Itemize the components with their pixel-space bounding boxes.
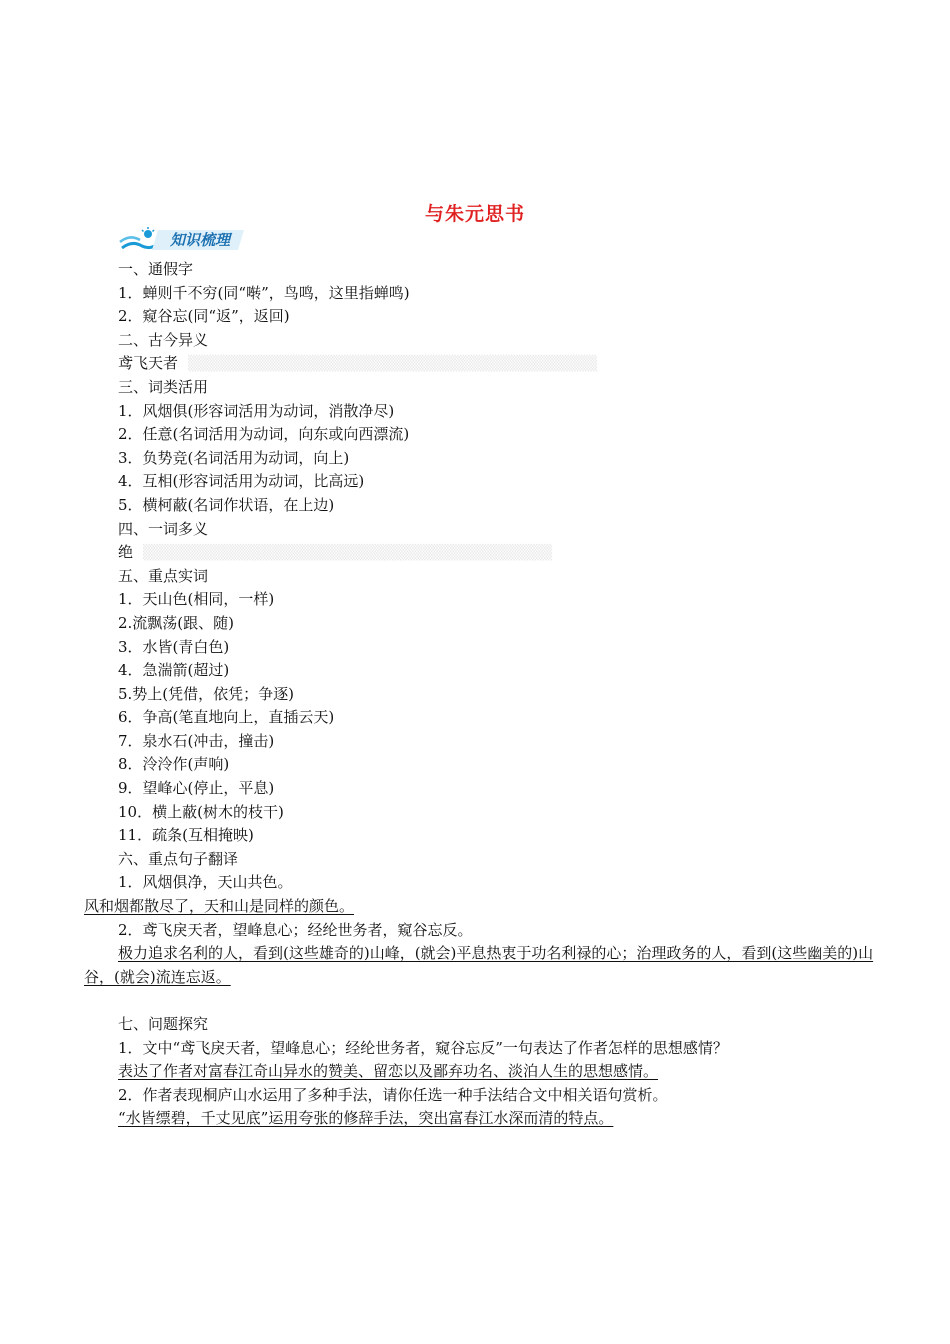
list-item: 9．望峰心(停止，平息) — [118, 779, 275, 798]
list-item: 2．任意(名词活用为动词，向东或向西漂流) — [118, 425, 410, 444]
question: 2．作者表现桐庐山水运用了多种手法，请你任选一种手法结合文中相关语句赏析。 — [118, 1085, 668, 1104]
list-item: 1．蝉则千不穷(同“啭”，鸟鸣，这里指蝉鸣) — [118, 283, 410, 302]
list-item-text: 鸢飞天者 — [118, 354, 179, 373]
answer — [84, 942, 878, 989]
answer — [84, 895, 878, 919]
list-item — [118, 352, 878, 376]
section-heading: 五、重点实词 — [118, 566, 209, 585]
badge-label: 知识梳理 — [170, 231, 231, 249]
list-item: 6．争高(笔直地向上，直插云天) — [118, 708, 335, 727]
list-item: 4．互相(形容词活用为动词，比高远) — [118, 472, 365, 491]
page-title: 与朱元思书 — [424, 203, 525, 225]
section-heading: 三、词类活用 — [118, 377, 209, 396]
list-item: 8．泠泠作(声响) — [118, 755, 230, 774]
faint-watermark-line: ▒▒▒▒▒▒▒▒▒▒▒▒▒▒▒▒▒▒▒▒▒▒▒▒▒▒▒▒▒▒▒▒▒▒▒▒▒▒ — [188, 356, 598, 373]
section-heading: 一、通假字 — [118, 260, 194, 278]
list-item: 2.流飘荡(跟、随) — [118, 613, 235, 632]
question: 1．文中“鸢飞戾天者，望峰息心；经纶世务者，窥谷忘反”一句表达了作者怎样的思想感情？ — [118, 1038, 728, 1057]
section-heading: 七、问题探究 — [118, 1015, 209, 1033]
list-item: 3．水皆(青白色) — [118, 637, 230, 656]
answer — [118, 1107, 878, 1131]
list-item: 5．横柯蔽(名词作状语，在上边) — [118, 495, 335, 514]
knowledge-badge — [118, 226, 248, 252]
list-item — [118, 541, 878, 565]
list-item: 1．天山色(相同，一样) — [118, 590, 275, 609]
answer-text: “水皆缥碧，千丈见底”运用夸张的修辞手法，突出富春江水深而清的特点。 — [118, 1109, 614, 1128]
list-item: 7．泉水石(冲击，撞击) — [118, 731, 275, 750]
list-item: 11．疏条(互相掩映) — [118, 826, 254, 845]
document-body — [84, 258, 878, 1131]
list-item: 4．急湍箭(超过) — [118, 661, 230, 680]
section-heading: 六、重点句子翻译 — [118, 849, 239, 868]
answer-text: 极力追求名利的人，看到(这些雄奇的)山峰，(就会)平息热衷于功名利禄的心；治理政务的人，看到(这些幽美的)山谷，(就会)流连忘返。 — [84, 944, 874, 986]
answer-text: 表达了作者对富春江奇山异水的赞美、留恋以及鄙弃功名、淡泊人生的思想感情。 — [118, 1062, 659, 1081]
list-item: 5.势上(凭借，依凭；争逐) — [118, 684, 295, 703]
list-item: 3．负势竞(名词活用为动词，向上) — [118, 448, 350, 467]
list-item: 1．风烟俱(形容词活用为动词，消散净尽) — [118, 401, 395, 420]
list-item: 10．横上蔽(树木的枝干) — [118, 802, 284, 821]
list-item-text: 绝 — [118, 543, 134, 562]
answer — [118, 1060, 878, 1084]
faint-watermark-line: ▒▒▒▒▒▒▒▒▒▒▒▒▒▒▒▒▒▒▒▒▒▒▒▒▒▒▒▒▒▒▒▒▒▒▒▒▒▒ — [143, 545, 553, 562]
list-item: 2．窥谷忘(同“返”，返回) — [118, 307, 290, 326]
section-heading: 二、古今异义 — [118, 330, 209, 349]
answer-text: 风和烟都散尽了，天和山是同样的颜色。 — [84, 897, 355, 916]
question: 2．鸢飞戾天者，望峰息心；经纶世务者，窥谷忘反。 — [118, 920, 473, 939]
section-heading: 四、一词多义 — [118, 519, 209, 538]
question: 1．风烟俱净，天山共色。 — [118, 873, 293, 892]
